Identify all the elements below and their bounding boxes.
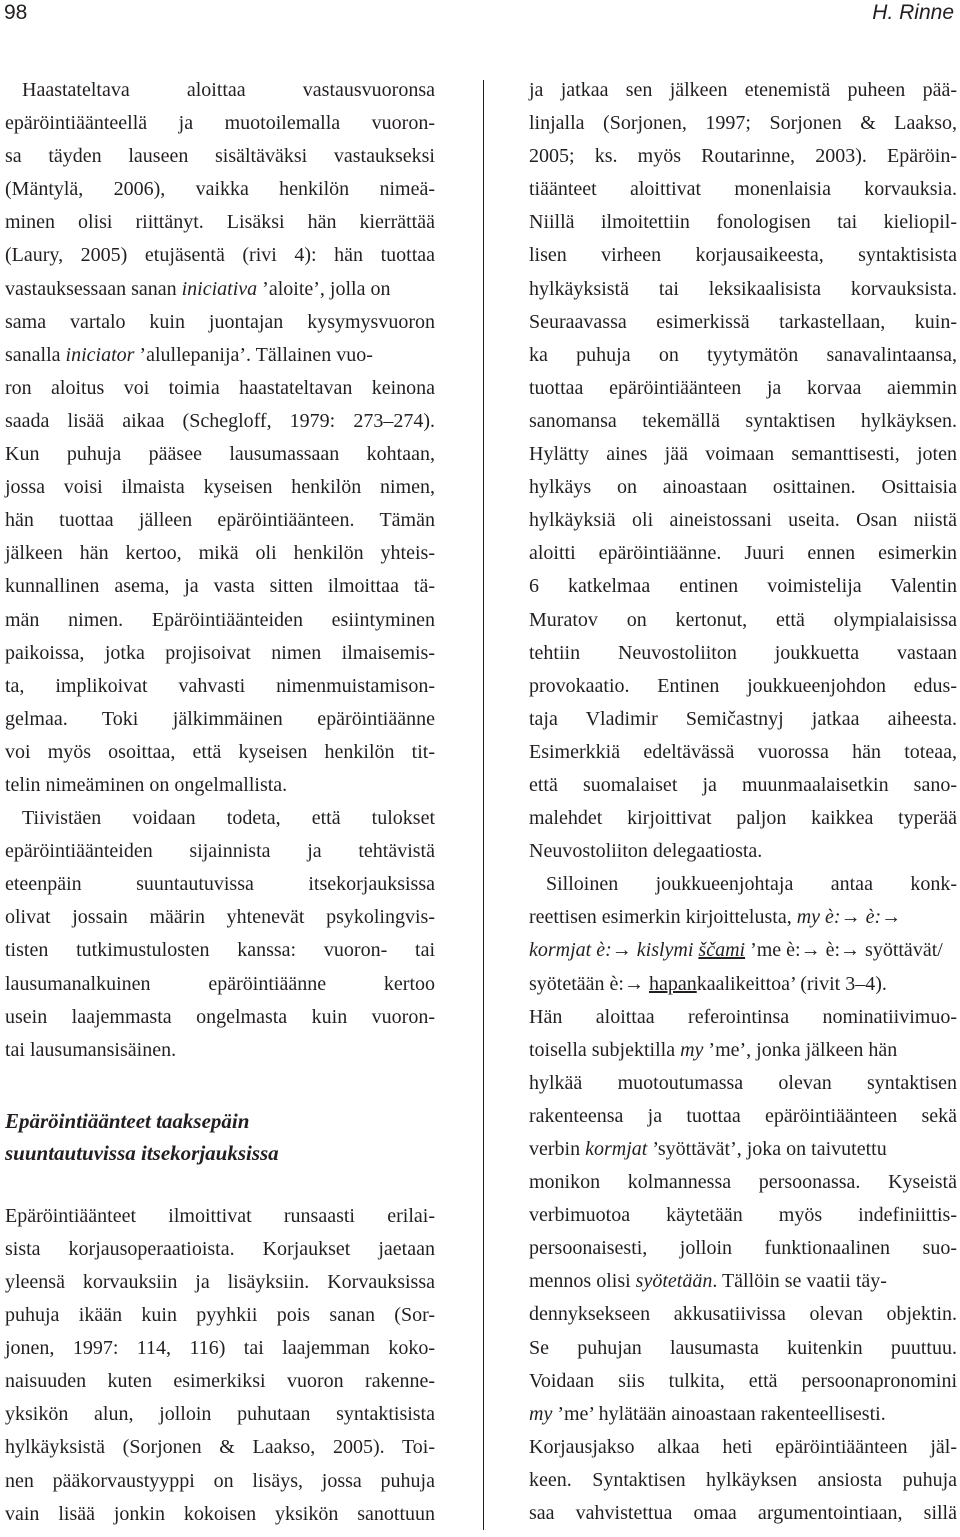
text-line: Voidaan siis tulkita, että persoonapronomini xyxy=(529,1369,957,1392)
text-line: män nimen. Epäröintiäänteiden esiintyminen xyxy=(5,608,435,631)
text-line: Se puhujan lausumasta kuitenkin puuttuu. xyxy=(529,1336,957,1359)
text-run: reettisen esimerkin kirjoittelusta, xyxy=(529,906,797,929)
text-line: 6 katkelmaa entinen voimistelija Valentin xyxy=(529,575,957,598)
text-line: Esimerkkiä edeltävässä vuorossa hän toteaa, xyxy=(529,740,957,763)
text-line: Niillä ilmoitettiin fonologisen tai kieliopil- xyxy=(529,211,957,234)
text-run: ’me’ hylätään ainoastaan rakenteellisesti. xyxy=(552,1402,886,1425)
text-line: eteenpäin suuntautuvissa itsekorjauksissa xyxy=(5,873,435,896)
text-line: epäröintiäänteiden sijainnista ja tehtävistä xyxy=(5,840,435,863)
italic-term: my è:→ è:→ xyxy=(796,906,902,929)
right-column xyxy=(529,74,957,1530)
text-line xyxy=(529,1133,957,1166)
text-line xyxy=(529,1398,957,1431)
text-line: keen. Syntaktisen hylkäyksen ansiosta puhuja xyxy=(529,1468,957,1491)
text-line: aloitti epäröintiäänne. Juuri ennen esimerkin xyxy=(529,542,957,565)
text-line xyxy=(529,901,957,934)
text-line: taja Vladimir Semičastnyj jatkaa aiheesta. xyxy=(529,707,957,730)
italic-term: syötetään xyxy=(635,1270,713,1293)
text-run: mennos olisi xyxy=(529,1270,636,1293)
running-head-author: H. Rinne xyxy=(872,1,954,24)
text-line: Korjausjakso alkaa heti epäröintiäänteen jäl- xyxy=(529,1435,957,1458)
text-line: ka puhuja on tyytymätön sanavalintaansa, xyxy=(529,343,957,366)
paragraph-3 xyxy=(5,1200,435,1531)
text-line: saa vahvistettua omaa argumentointiaan, sillä xyxy=(529,1502,957,1525)
text-run: ’aloite’, jolla on xyxy=(257,277,391,300)
text-line: verbimuotoa käytetään myös indefiniittis- xyxy=(529,1204,957,1227)
text-line: hän tuottaa jälleen epäröintiäänteen. Tämän xyxy=(5,509,435,532)
text-line: naisuuden kuten esimerkiksi vuoron rakenne- xyxy=(5,1370,435,1393)
text-line: sa täyden lauseen sisältäväksi vastaukseksi xyxy=(5,145,435,168)
paragraph-continued xyxy=(529,74,957,868)
text-run: ’me è:→ è:→ syöttävät/ xyxy=(745,939,943,962)
italic-term: kormjat è:→ kislymi xyxy=(529,939,699,962)
text-line: yksikön alun, jolloin puhutaan syntaktisista xyxy=(5,1403,435,1426)
text-line: gelmaa. Toki jälkimmäinen epäröintiäänne xyxy=(5,707,435,730)
text-line xyxy=(529,968,957,1001)
paragraph-2 xyxy=(5,802,435,1067)
text-line: linjalla (Sorjonen, 1997; Sorjonen & Laakso, xyxy=(529,112,957,135)
text-line: Haastateltava aloittaa vastausvuoronsa xyxy=(22,79,435,101)
text-line: usein laajemmasta ongelmasta kuin vuoron- xyxy=(5,1005,435,1028)
text-run: kaalikeittoa’ (rivit 3–4). xyxy=(696,972,887,995)
text-line: jonen, 1997: 114, 116) tai laajemman koko- xyxy=(5,1337,435,1360)
text-line: voi myös osoittaa, että kyseisen henkilön tit- xyxy=(5,740,435,763)
text-line: puhuja ikään kuin pyyhkii pois sanan (Sor- xyxy=(5,1304,435,1327)
text-line: hylkäys on ainoastaan osittainen. Osittaisia xyxy=(529,476,957,499)
text-run: ’syöttävät’, joka on taivutettu xyxy=(647,1138,887,1160)
text-line: hylkäyksistä tai leksikaalisista korvauksista. xyxy=(529,277,957,300)
text-line: jälkeen hän kertoo, mikä oli henkilön yhteis- xyxy=(5,542,435,565)
text-line: vain lisää jonkin kokoisen yksikön sanottuun xyxy=(5,1502,435,1525)
text-line: hylkää muotoutumassa olevan syntaktisen xyxy=(529,1071,957,1094)
text-line xyxy=(529,1265,957,1298)
text-run: toisella subjektilla xyxy=(529,1038,681,1061)
italic-term: iniciator xyxy=(65,343,135,366)
text-line xyxy=(5,339,435,372)
text-run: sanalla xyxy=(5,343,66,366)
text-line: dennyksekseen akkusatiivissa olevan objektin. xyxy=(529,1303,957,1326)
text-line: (Laury, 2005) etujäsentä (rivi 4): hän tuottaa xyxy=(5,244,435,267)
text-run: ’me’, jonka jälkeen hän xyxy=(703,1038,898,1061)
text-line: sista korjausoperaatioista. Korjaukset jaetaan xyxy=(5,1237,435,1260)
left-column xyxy=(5,74,435,1531)
text-line: saada lisää aikaa (Schegloff, 1979: 273–274). xyxy=(5,409,435,432)
text-run: vastauksessaan sanan xyxy=(5,277,182,300)
text-run: syötetään è:→ xyxy=(529,972,649,995)
italic-term: kormjat xyxy=(585,1138,648,1160)
text-line: tiäänteet aloittivat monenlaisia korvauksia. xyxy=(529,178,957,201)
text-line: Hän aloittaa referointinsa nominatiivimuo- xyxy=(529,1005,957,1028)
text-line: tuottaa epäröintiäänteen ja korvaa aiemmin xyxy=(529,376,957,399)
italic-term: my xyxy=(529,1402,553,1425)
text-line: monikon kolmannessa persoonassa. Kyseistä xyxy=(529,1171,957,1194)
text-line: ron aloitus voi toimia haastateltavan keinona xyxy=(5,376,435,399)
text-run: verbin xyxy=(529,1138,586,1160)
text-line xyxy=(529,1034,957,1067)
text-line: Kun puhuja pääsee lausumassaan kohtaan, xyxy=(5,443,435,466)
heading-line: suuntautuvissa itsekorjauksissa xyxy=(5,1140,279,1165)
text-line: Seuraavassa esimerkissä tarkastellaan, kuin- xyxy=(529,310,957,333)
page-number: 98 xyxy=(4,1,28,24)
spacer xyxy=(5,1067,435,1105)
underlined-term: ščami xyxy=(698,939,746,962)
text-line: lausumanalkuinen epäröintiäänne kertoo xyxy=(5,972,435,995)
text-line: Tiivistäen voidaan todeta, että tulokset xyxy=(22,807,435,830)
text-line xyxy=(5,273,435,306)
text-line: nen pääkorvaustyyppi on lisäys, jossa puhuja xyxy=(5,1469,435,1492)
text-line: Muratov on kertonut, että olympialaisissa xyxy=(529,608,957,631)
paragraph-example xyxy=(529,868,957,1530)
text-line: paikoissa, jotka projisoivat nimen ilmaisemis- xyxy=(5,641,435,664)
text-line: (Mäntylä, 2006), vaikka henkilön nimeä- xyxy=(5,178,435,201)
text-line xyxy=(529,934,957,967)
heading-line: Epäröintiäänteet taaksepäin xyxy=(5,1108,250,1133)
italic-term: iniciativa xyxy=(181,277,258,300)
text-line: olivat jossain määrin yhtenevät psykolingvis- xyxy=(5,906,435,929)
text-line: Silloinen joukkueenjohtaja antaa konk- xyxy=(546,873,957,896)
text-line: tai lausumansisäinen. xyxy=(5,1038,177,1061)
text-line: lisen virheen korjausaikeesta, syntaktisista xyxy=(529,244,957,267)
text-line: rakenteensa ja tuottaa epäröintiäänteen sekä xyxy=(529,1104,957,1127)
text-line: yleensä korvauksiin ja lisäyksiin. Korvauksissa xyxy=(5,1271,435,1293)
text-line: minen olisi riittänyt. Lisäksi hän kierrättää xyxy=(5,211,435,234)
text-line: jossa voisi ilmaista kyseisen henkilön nimen, xyxy=(5,476,435,499)
page-header xyxy=(0,0,960,30)
text-line: ja jatkaa sen jälkeen etenemistä puheen pää- xyxy=(529,79,957,101)
text-line: Epäröintiäänteet ilmoittivat runsaasti erilai- xyxy=(5,1204,435,1227)
text-line: kunnallinen asema, ja vasta sitten ilmoittaa tä- xyxy=(5,575,435,598)
text-line: hylkäyksiä oli aineistossani useita. Osan niistä xyxy=(529,509,957,532)
text-line: sama vartalo kuin juontajan kysymysvuoron xyxy=(5,310,435,333)
text-line: telin nimeäminen on ongelmallista. xyxy=(5,773,288,796)
text-line: hylkäyksistä (Sorjonen & Laakso, 2005). Toi- xyxy=(5,1436,435,1459)
column-divider xyxy=(483,80,484,1530)
paragraph-1 xyxy=(5,74,435,802)
text-line: malehdet kirjoittivat paljon kaikkea typerää xyxy=(529,807,957,830)
spacer xyxy=(5,1169,435,1200)
text-line: ta, implikoivat vahvasti nimenmuistamison- xyxy=(5,674,435,697)
text-line: Neuvostoliiton delegaatiosta. xyxy=(529,840,763,863)
text-line: että suomalaiset ja muunmaalaisetkin sano- xyxy=(529,773,957,796)
text-run: . Tällöin se vaatii täy- xyxy=(712,1270,887,1293)
section-heading xyxy=(5,1105,435,1169)
text-line: sanomansa tekemällä syntaktisen hylkäyksen. xyxy=(529,409,957,432)
text-line: tehtiin Neuvostoliiton joukkuetta vastaan xyxy=(529,641,957,664)
text-line: 2005; ks. myös Routarinne, 2003). Epäröin- xyxy=(529,145,957,168)
text-run: ’alullepanija’. Tällainen vuo- xyxy=(134,343,373,366)
italic-term: my xyxy=(680,1038,704,1061)
underlined-term: hapan xyxy=(648,972,697,995)
text-line: Hylätty aines jää voimaan semanttisesti, joten xyxy=(529,443,957,466)
text-line: persoonaisesti, jolloin funktionaalinen suo- xyxy=(529,1237,957,1260)
text-line: tisten tutkimustulosten kanssa: vuoron- tai xyxy=(5,939,435,962)
text-line: epäröintiäänteellä ja muotoilemalla vuoron- xyxy=(5,112,435,135)
text-line: provokaatio. Entinen joukkueenjohdon edus- xyxy=(529,674,957,697)
